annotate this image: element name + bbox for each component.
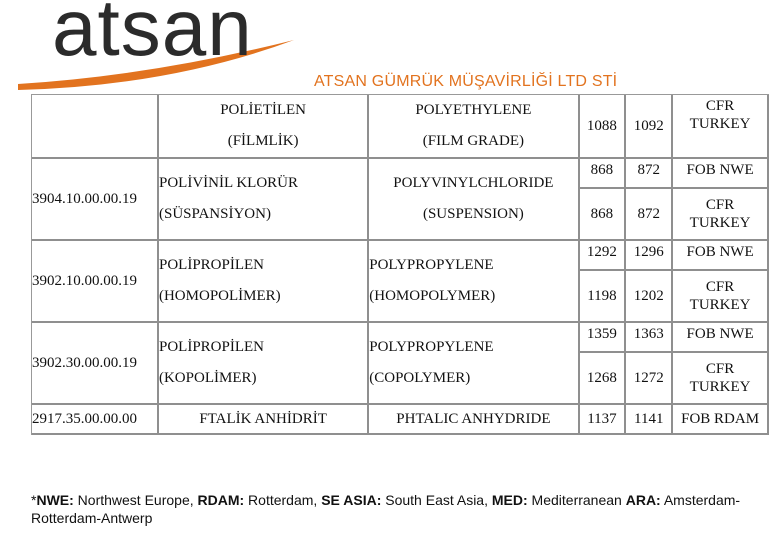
table-row xyxy=(32,405,769,435)
english-grade: (FILM GRADE) xyxy=(422,133,524,149)
note-abbr: SE ASIA: xyxy=(321,492,382,508)
delivery-term: FOB RDAM xyxy=(673,405,769,435)
term-line: CFR xyxy=(705,279,735,295)
turkish-grade: (FİLMLİK) xyxy=(227,133,299,149)
note-text: South East Asia, xyxy=(381,492,492,508)
price-low: 1088 xyxy=(580,95,627,159)
turkish-name: POLİPROPİLEN xyxy=(158,339,264,355)
price-low: 1292 xyxy=(580,241,627,271)
note-abbr: RDAM: xyxy=(197,492,245,508)
english-name: POLYPROPYLENE xyxy=(369,339,494,355)
price-high: 872 xyxy=(626,189,673,241)
english-name-cell xyxy=(369,323,579,405)
table-row xyxy=(32,241,769,271)
delivery-term: FOB NWE xyxy=(673,241,769,271)
delivery-term: FOB NWE xyxy=(673,159,769,189)
note-abbr: NWE: xyxy=(36,492,74,508)
table-row xyxy=(32,323,769,353)
price-low: 1137 xyxy=(580,405,627,435)
turkish-grade: (HOMOPOLİMER) xyxy=(158,288,281,304)
hs-code-cell: 2917.35.00.00.00 xyxy=(32,405,159,435)
delivery-term: FOB NWE xyxy=(673,323,769,353)
english-grade: (COPOLYMER) xyxy=(369,370,471,386)
english-name-cell xyxy=(369,241,579,323)
turkish-name: POLİVİNİL KLORÜR xyxy=(158,175,298,191)
turkish-grade: (SÜSPANSİYON) xyxy=(158,206,271,222)
delivery-term xyxy=(673,95,769,159)
term-line: TURKEY xyxy=(689,297,751,313)
english-name-cell: PHTALIC ANHYDRIDE xyxy=(369,405,579,435)
price-low: 868 xyxy=(580,189,627,241)
note-prefix: * xyxy=(31,492,37,508)
note-text: Northwest Europe, xyxy=(73,492,198,508)
price-high: 1202 xyxy=(626,271,673,323)
hs-code-cell: 3902.30.00.00.19 xyxy=(32,323,159,405)
turkish-name: POLİPROPİLEN xyxy=(158,257,264,273)
delivery-term xyxy=(673,353,769,405)
term-line: TURKEY xyxy=(689,116,751,132)
price-low: 1198 xyxy=(580,271,627,323)
price-low: 868 xyxy=(580,159,627,189)
note-abbr: ARA: xyxy=(625,492,661,508)
price-high: 872 xyxy=(626,159,673,189)
price-high: 1296 xyxy=(626,241,673,271)
company-logo xyxy=(0,0,300,92)
term-line: CFR xyxy=(705,98,735,114)
turkish-name-cell xyxy=(159,95,369,159)
term-line: TURKEY xyxy=(689,379,751,395)
price-table xyxy=(31,94,769,435)
term-line: TURKEY xyxy=(689,215,751,231)
note-text: Rotterdam, xyxy=(244,492,322,508)
company-name: ATSAN GÜMRÜK MÜŞAVİRLİĞİ LTD STİ xyxy=(314,73,618,90)
english-name-cell xyxy=(369,159,579,241)
hs-code-cell: 3904.10.00.00.19 xyxy=(32,159,159,241)
note-text: Mediterranean xyxy=(527,492,626,508)
english-name: POLYVINYLCHLORIDE xyxy=(393,175,554,191)
hs-code-cell xyxy=(32,95,159,159)
english-grade: (SUSPENSION) xyxy=(422,206,524,222)
term-line: CFR xyxy=(705,197,735,213)
table-row xyxy=(32,95,769,159)
turkish-name-cell xyxy=(159,241,369,323)
turkish-name-cell: FTALİK ANHİDRİT xyxy=(159,405,369,435)
english-name: POLYPROPYLENE xyxy=(369,257,494,273)
note-text: Amsterdam-Rotterdam-Antwerp xyxy=(31,492,741,526)
turkish-name: POLİETİLEN xyxy=(220,102,307,118)
turkish-name-cell xyxy=(159,323,369,405)
english-grade: (HOMOPOLYMER) xyxy=(369,288,496,304)
price-low: 1268 xyxy=(580,353,627,405)
delivery-term xyxy=(673,189,769,241)
english-name-cell xyxy=(369,95,579,159)
note-abbr: MED: xyxy=(491,492,528,508)
term-line: CFR xyxy=(705,361,735,377)
price-high: 1141 xyxy=(626,405,673,435)
table-row xyxy=(32,159,769,189)
price-high: 1363 xyxy=(626,323,673,353)
logo-text: atsan xyxy=(52,0,253,72)
abbreviation-note xyxy=(31,491,776,527)
english-name: POLYETHYLENE xyxy=(415,102,532,118)
delivery-term xyxy=(673,271,769,323)
hs-code-cell: 3902.10.00.00.19 xyxy=(32,241,159,323)
turkish-grade: (KOPOLİMER) xyxy=(158,370,257,386)
price-high: 1092 xyxy=(626,95,673,159)
turkish-name-cell xyxy=(159,159,369,241)
price-low: 1359 xyxy=(580,323,627,353)
price-high: 1272 xyxy=(626,353,673,405)
